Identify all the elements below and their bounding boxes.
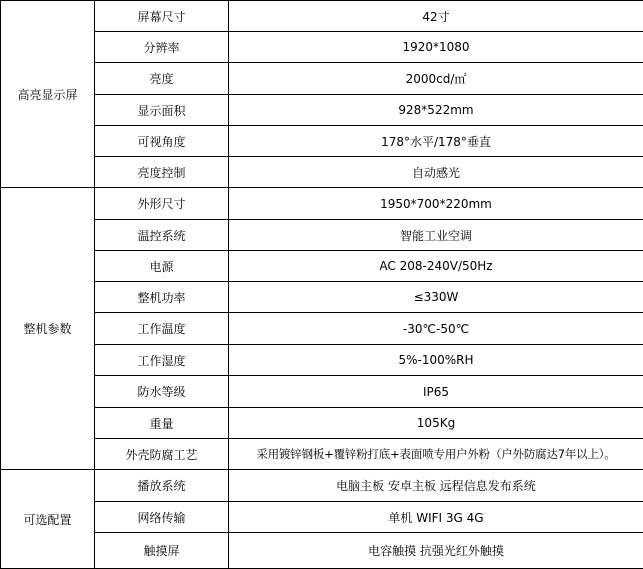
table-row <box>1 533 643 569</box>
group-label-machine: 整机参数 <box>1 188 95 470</box>
row-value: 105Kg <box>229 408 643 439</box>
table-row <box>1 32 643 63</box>
row-value: 42寸 <box>229 1 643 32</box>
row-value: ≤330W <box>229 282 643 313</box>
row-value: 采用镀锌钢板+覆锌粉打底+表面喷专用户外粉（户外防腐达7年以上）。 <box>229 439 643 470</box>
table-row <box>1 95 643 126</box>
row-label: 工作湿度 <box>95 345 229 376</box>
table-row <box>1 439 643 470</box>
row-value: 178°水平/178°垂直 <box>229 126 643 157</box>
row-label: 外壳防腐工艺 <box>95 439 229 470</box>
row-label: 电源 <box>95 251 229 282</box>
row-value: 单机 WIFI 3G 4G <box>229 502 643 533</box>
table-row <box>1 188 643 220</box>
row-value: IP65 <box>229 376 643 408</box>
row-value: AC 208-240V/50Hz <box>229 251 643 282</box>
table-row <box>1 157 643 188</box>
row-value: 电脑主板 安卓主板 远程信息发布系统 <box>229 470 643 502</box>
row-value: 1920*1080 <box>229 32 643 63</box>
row-value: 自动感光 <box>229 157 643 188</box>
table-row <box>1 282 643 313</box>
row-label: 显示面积 <box>95 95 229 126</box>
table-row <box>1 313 643 345</box>
row-label: 分辨率 <box>95 32 229 63</box>
row-label: 外形尺寸 <box>95 188 229 220</box>
row-label: 亮度控制 <box>95 157 229 188</box>
row-label: 温控系统 <box>95 220 229 251</box>
group-label-options: 可选配置 <box>1 470 95 569</box>
row-label: 触摸屏 <box>95 533 229 569</box>
row-value: 5%-100%RH <box>229 345 643 376</box>
row-label: 重量 <box>95 408 229 439</box>
table-row <box>1 63 643 95</box>
table-row <box>1 470 643 502</box>
row-value: 1950*700*220mm <box>229 188 643 220</box>
row-label: 网络传输 <box>95 502 229 533</box>
table-row <box>1 251 643 282</box>
table-row <box>1 220 643 251</box>
row-label: 亮度 <box>95 63 229 95</box>
table-row <box>1 376 643 408</box>
row-value: 928*522mm <box>229 95 643 126</box>
row-label: 防水等级 <box>95 376 229 408</box>
row-label: 播放系统 <box>95 470 229 502</box>
row-label: 屏幕尺寸 <box>95 1 229 32</box>
table-row <box>1 345 643 376</box>
row-value: 电容触摸 抗强光红外触摸 <box>229 533 643 569</box>
row-label: 工作温度 <box>95 313 229 345</box>
table-row <box>1 1 643 32</box>
row-value: -30℃-50℃ <box>229 313 643 345</box>
row-label: 可视角度 <box>95 126 229 157</box>
table-row <box>1 502 643 533</box>
group-label-display: 高亮显示屏 <box>1 1 95 188</box>
row-label: 整机功率 <box>95 282 229 313</box>
table-row <box>1 126 643 157</box>
table-row <box>1 408 643 439</box>
row-value: 2000cd/㎡ <box>229 63 643 95</box>
row-value: 智能工业空调 <box>229 220 643 251</box>
